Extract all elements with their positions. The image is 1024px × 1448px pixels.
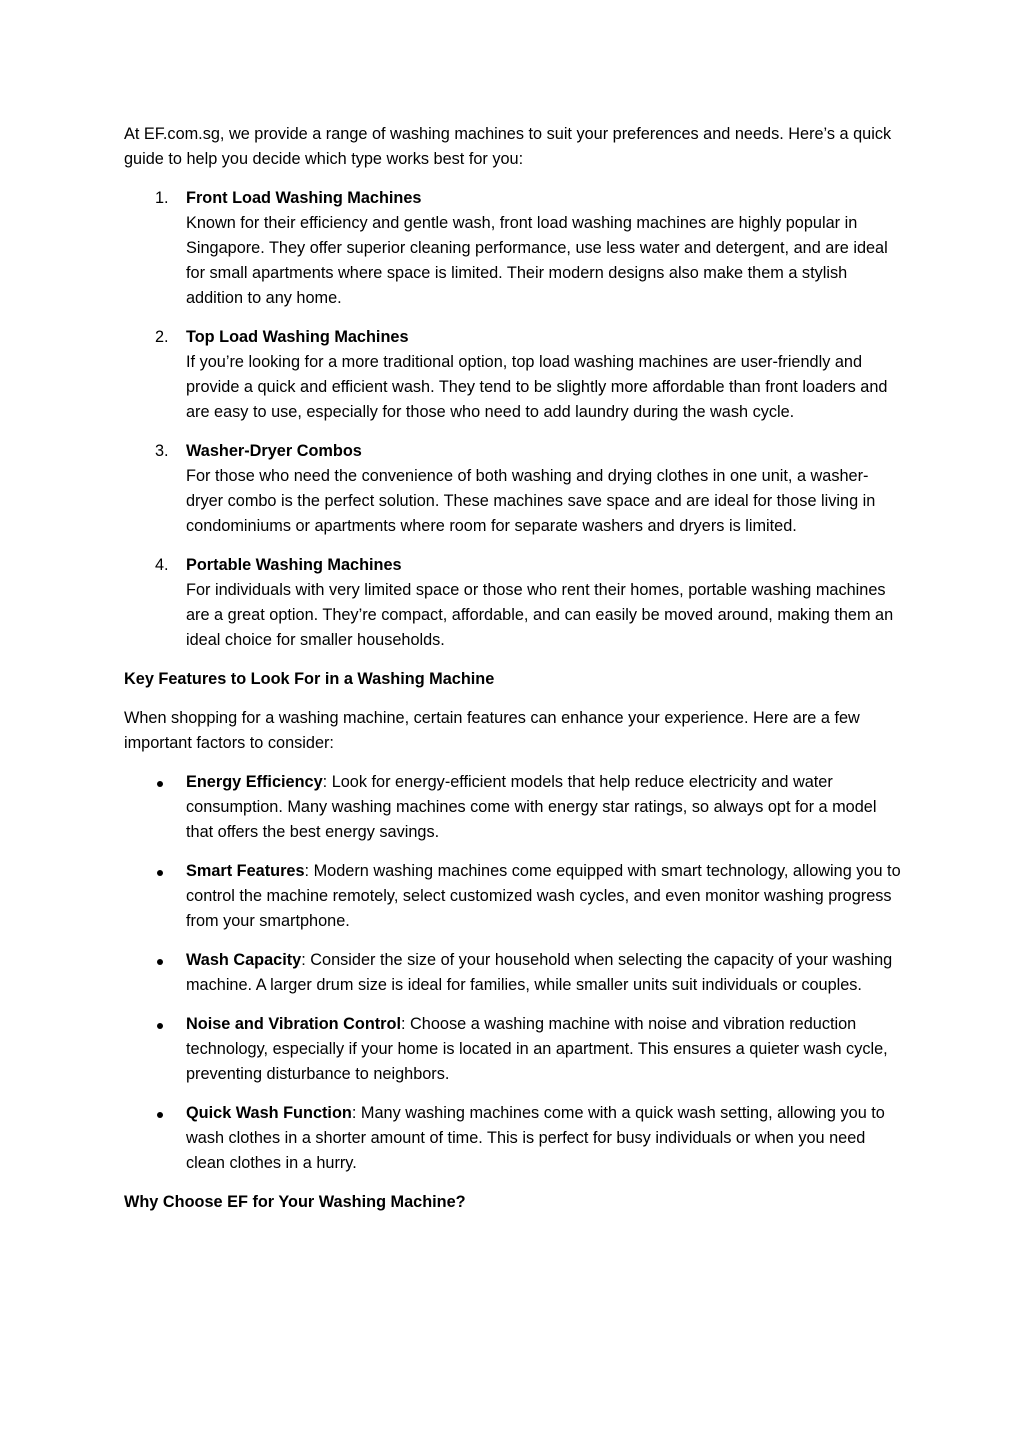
bullet-icon <box>157 781 163 787</box>
bullet-icon <box>157 870 163 876</box>
list-number: 4. <box>155 556 169 574</box>
feature-text: : Look for energy-efficient models that help reduce electricity and water consumption. Many washing machines come with energy star ratings, so always opt for a model that offers the best energy savings. <box>186 773 877 841</box>
feature-title: Smart Features <box>186 862 305 880</box>
list-item <box>124 325 904 425</box>
list-item-title: Portable Washing Machines <box>186 556 402 574</box>
features-heading: Key Features to Look For in a Washing Machine <box>124 670 495 688</box>
feature-title: Wash Capacity <box>186 951 302 969</box>
intro-paragraph: At EF.com.sg, we provide a range of washing machines to suit your preferences and needs. Here’s a quick guide to help you decide which type works best for you: <box>124 125 892 168</box>
bullet-icon <box>157 959 163 965</box>
list-item-title: Washer-Dryer Combos <box>186 442 362 460</box>
list-item <box>124 948 904 998</box>
list-item-text: For individuals with very limited space or those who rent their homes, portable washing machines are a great option. They’re compact, affordable, and can easily be moved around, making them an ideal choice for smaller households. <box>186 581 894 649</box>
document-page <box>124 122 904 1229</box>
list-item <box>124 186 904 311</box>
list-number: 1. <box>155 189 169 207</box>
list-item-title: Top Load Washing Machines <box>186 328 409 346</box>
bullet-icon <box>157 1112 163 1118</box>
washing-machine-types-list <box>124 186 904 653</box>
list-item <box>124 553 904 653</box>
list-item <box>124 439 904 539</box>
features-list <box>124 770 904 1176</box>
feature-title: Noise and Vibration Control <box>186 1015 401 1033</box>
features-intro-paragraph: When shopping for a washing machine, certain features can enhance your experience. Here are a few important factors to consider: <box>124 709 860 752</box>
list-item <box>124 1012 904 1087</box>
list-item-title: Front Load Washing Machines <box>186 189 422 207</box>
list-item <box>124 1101 904 1176</box>
list-number: 2. <box>155 328 169 346</box>
feature-text: : Modern washing machines come equipped with smart technology, allowing you to control the machine remotely, select customized wash cycles, and even monitor washing progress from your smartphone. <box>186 862 901 930</box>
list-item <box>124 859 904 934</box>
list-item-text: If you’re looking for a more traditional option, top load washing machines are user-friendly and provide a quick and efficient wash. They tend to be slightly more affordable than front loaders and are easy to use, especially for those who need to add laundry during the wash cycle. <box>186 353 888 421</box>
bullet-icon <box>157 1023 163 1029</box>
why-choose-heading: Why Choose EF for Your Washing Machine? <box>124 1193 466 1211</box>
feature-text: : Many washing machines come with a quick wash setting, allowing you to wash clothes in a shorter amount of time. This is perfect for busy individuals or when you need clean clothes in a hurry. <box>186 1104 885 1172</box>
list-item-text: For those who need the convenience of both washing and drying clothes in one unit, a washer-dryer combo is the perfect solution. These machines save space and are ideal for those living in condominiums or apartments where room for separate washers and dryers is limited. <box>186 467 876 535</box>
list-item <box>124 770 904 845</box>
feature-text: : Consider the size of your household when selecting the capacity of your washing machine. A larger drum size is ideal for families, while smaller units suit individuals or couples. <box>186 951 893 994</box>
list-number: 3. <box>155 442 169 460</box>
feature-title: Quick Wash Function <box>186 1104 352 1122</box>
feature-text: : Choose a washing machine with noise and vibration reduction technology, especially if your home is located in an apartment. This ensures a quieter wash cycle, preventing disturbance to neighbors. <box>186 1015 888 1083</box>
list-item-text: Known for their efficiency and gentle wash, front load washing machines are highly popular in Singapore. They offer superior cleaning performance, use less water and detergent, and are ideal for small apartments where space is limited. Their modern designs also make them a stylish addition to any home. <box>186 214 888 307</box>
feature-title: Energy Efficiency <box>186 773 323 791</box>
